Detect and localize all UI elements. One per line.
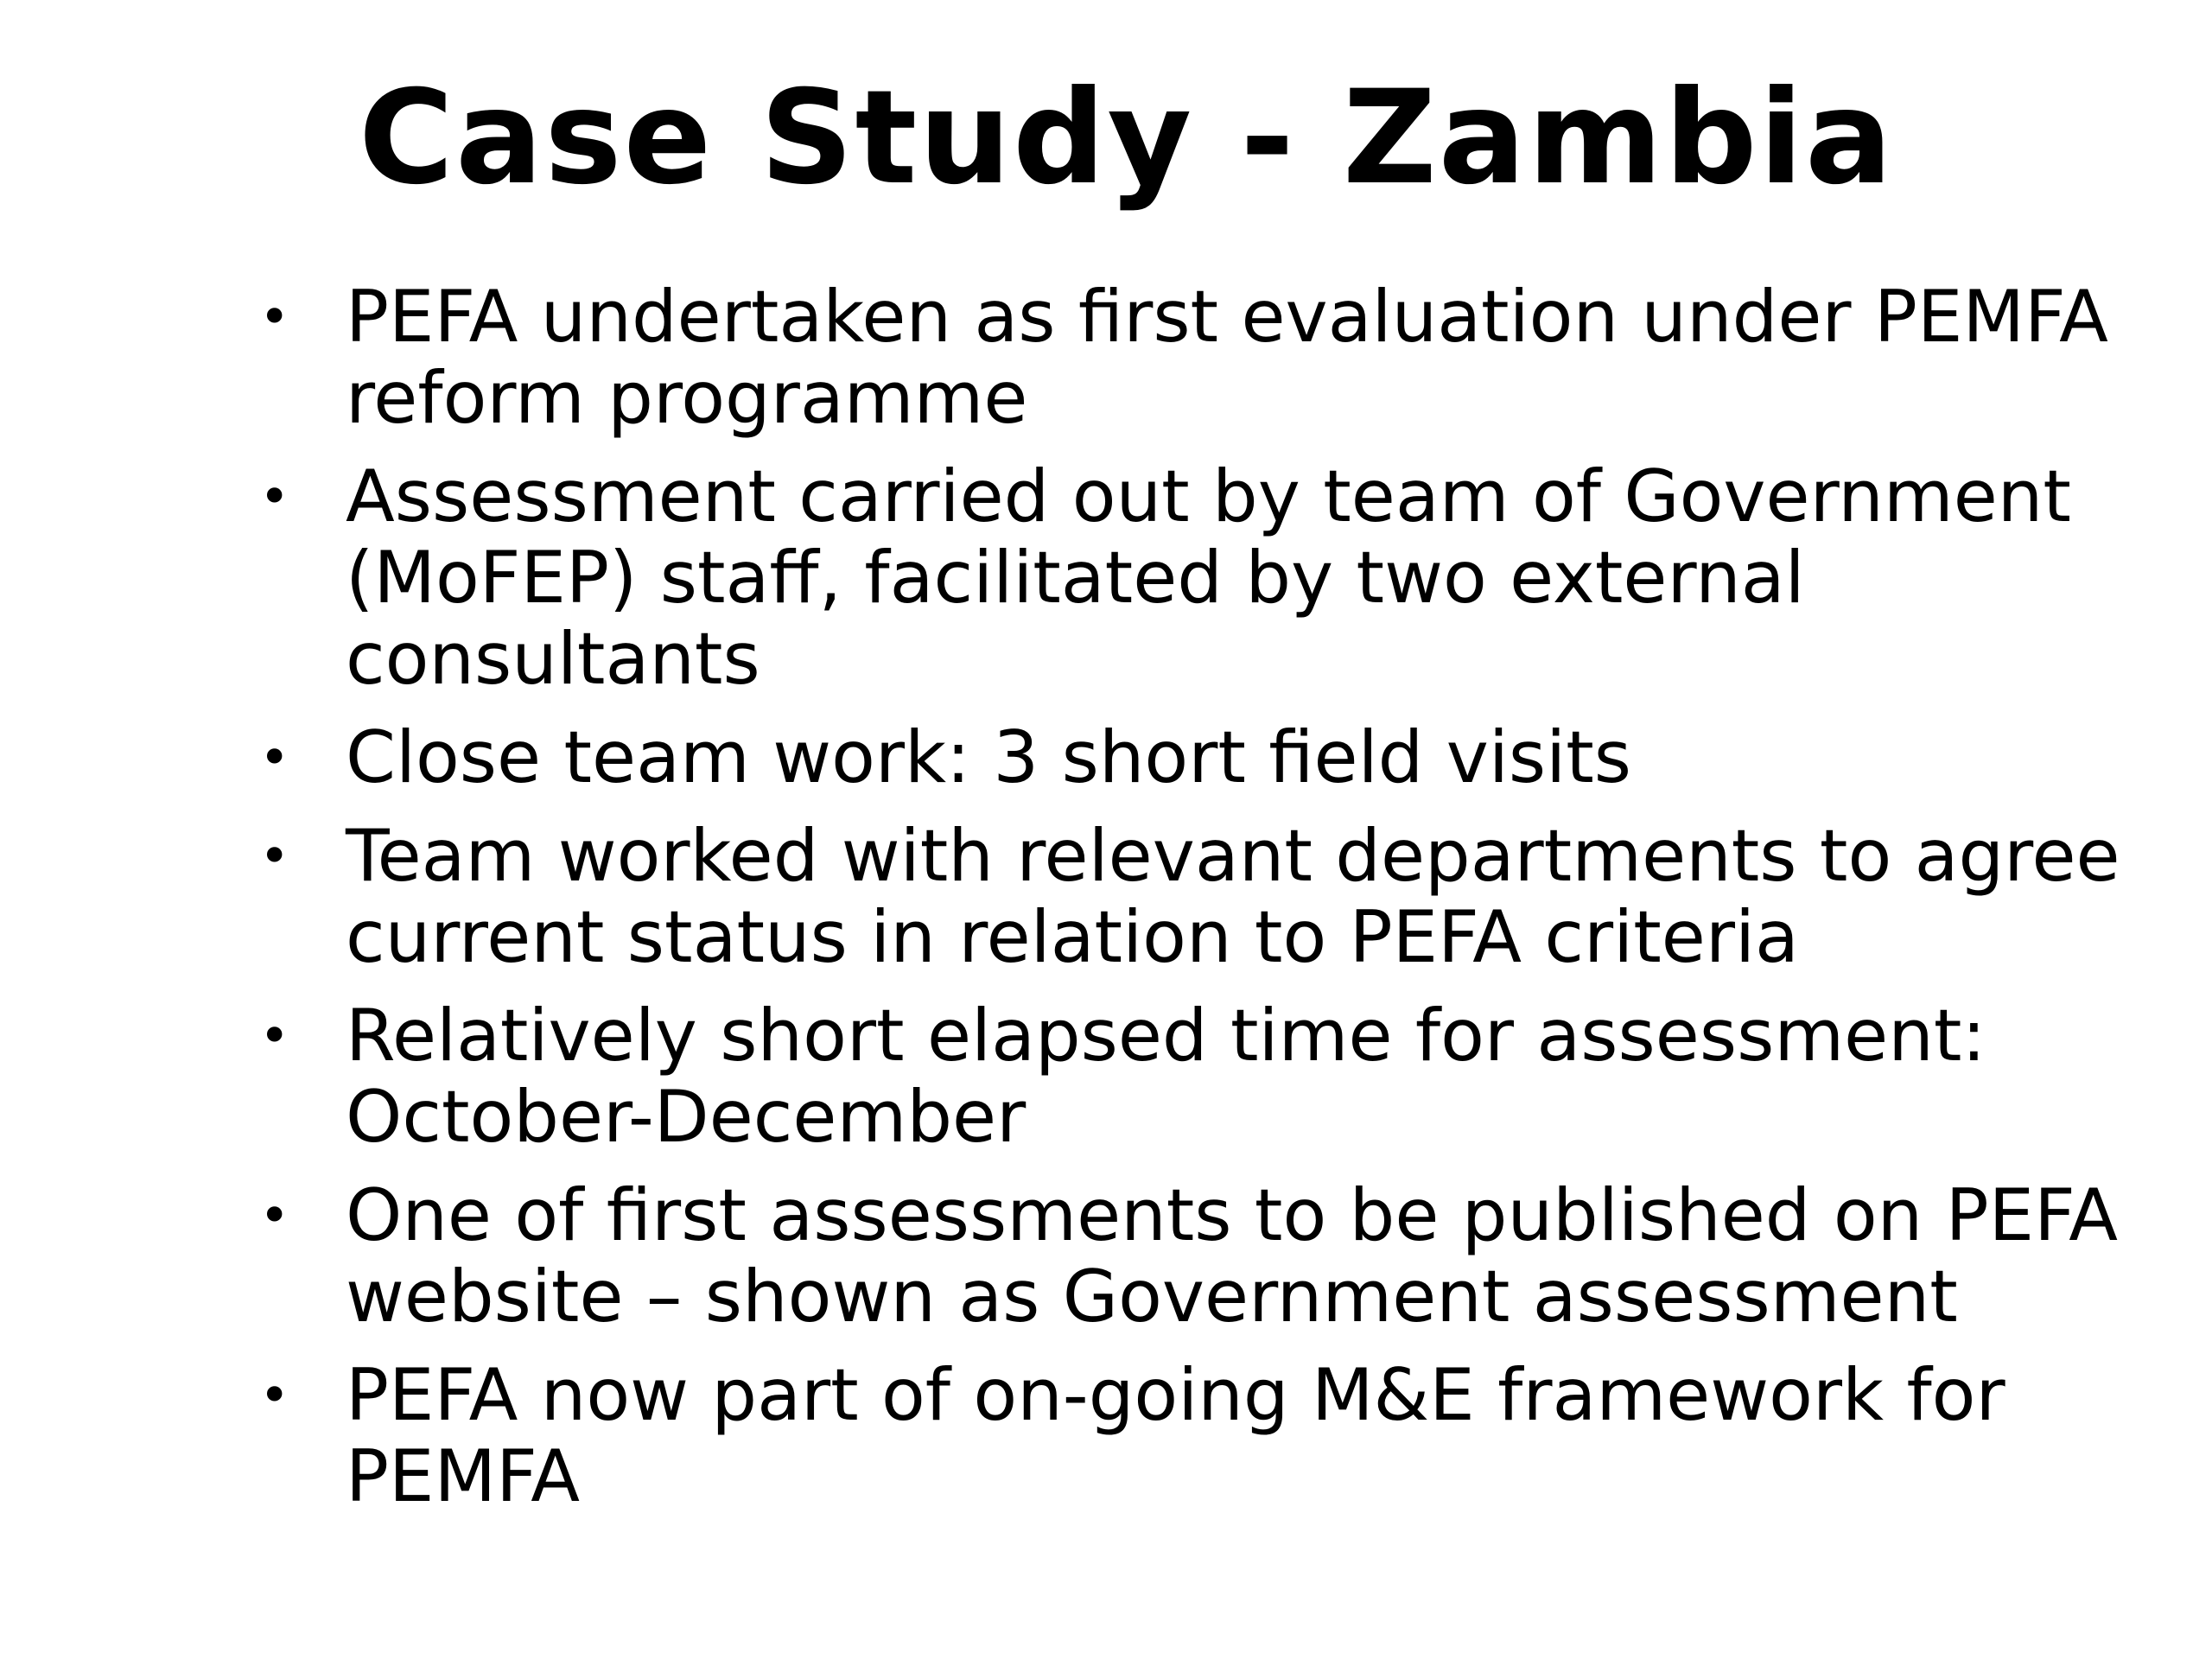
bullet-list bbox=[259, 276, 2143, 1535]
bullet-icon: • bbox=[259, 1006, 290, 1066]
bullet-item bbox=[259, 456, 2143, 700]
bullet-icon: • bbox=[259, 728, 290, 788]
bullet-item bbox=[259, 816, 2143, 978]
slide-title: Case Study - Zambia bbox=[359, 63, 1895, 213]
bullet-item bbox=[259, 1355, 2143, 1517]
bullet-icon: • bbox=[259, 1185, 290, 1246]
bullet-item bbox=[259, 1175, 2143, 1338]
bullet-item bbox=[259, 995, 2143, 1158]
bullet-text: Close team work: 3 short field visits bbox=[346, 715, 1632, 799]
bullet-text: Assessment carried out by team of Government (MoFEP) staff, facilitated by two external consultants bbox=[346, 454, 2071, 701]
bullet-item bbox=[259, 276, 2143, 439]
bullet-text: Relatively short elapsed time for assessment: October-December bbox=[346, 994, 1986, 1159]
bullet-icon: • bbox=[259, 826, 290, 887]
bullet-icon: • bbox=[259, 1365, 290, 1426]
bullet-text: One of first assessments to be published on PEFA website – shown as Government assessment bbox=[346, 1173, 2119, 1338]
bullet-text: PEFA undertaken as first evaluation under PEMFA reform programme bbox=[346, 275, 2108, 440]
bullet-text: PEFA now part of on-going M&E framework for PEMFA bbox=[346, 1353, 2005, 1518]
bullet-icon: • bbox=[259, 467, 290, 527]
bullet-text: Team worked with relevant departments to agree current status in relation to PEFA criteria bbox=[346, 814, 2120, 979]
bullet-item bbox=[259, 717, 2143, 798]
bullet-icon: • bbox=[259, 287, 290, 347]
